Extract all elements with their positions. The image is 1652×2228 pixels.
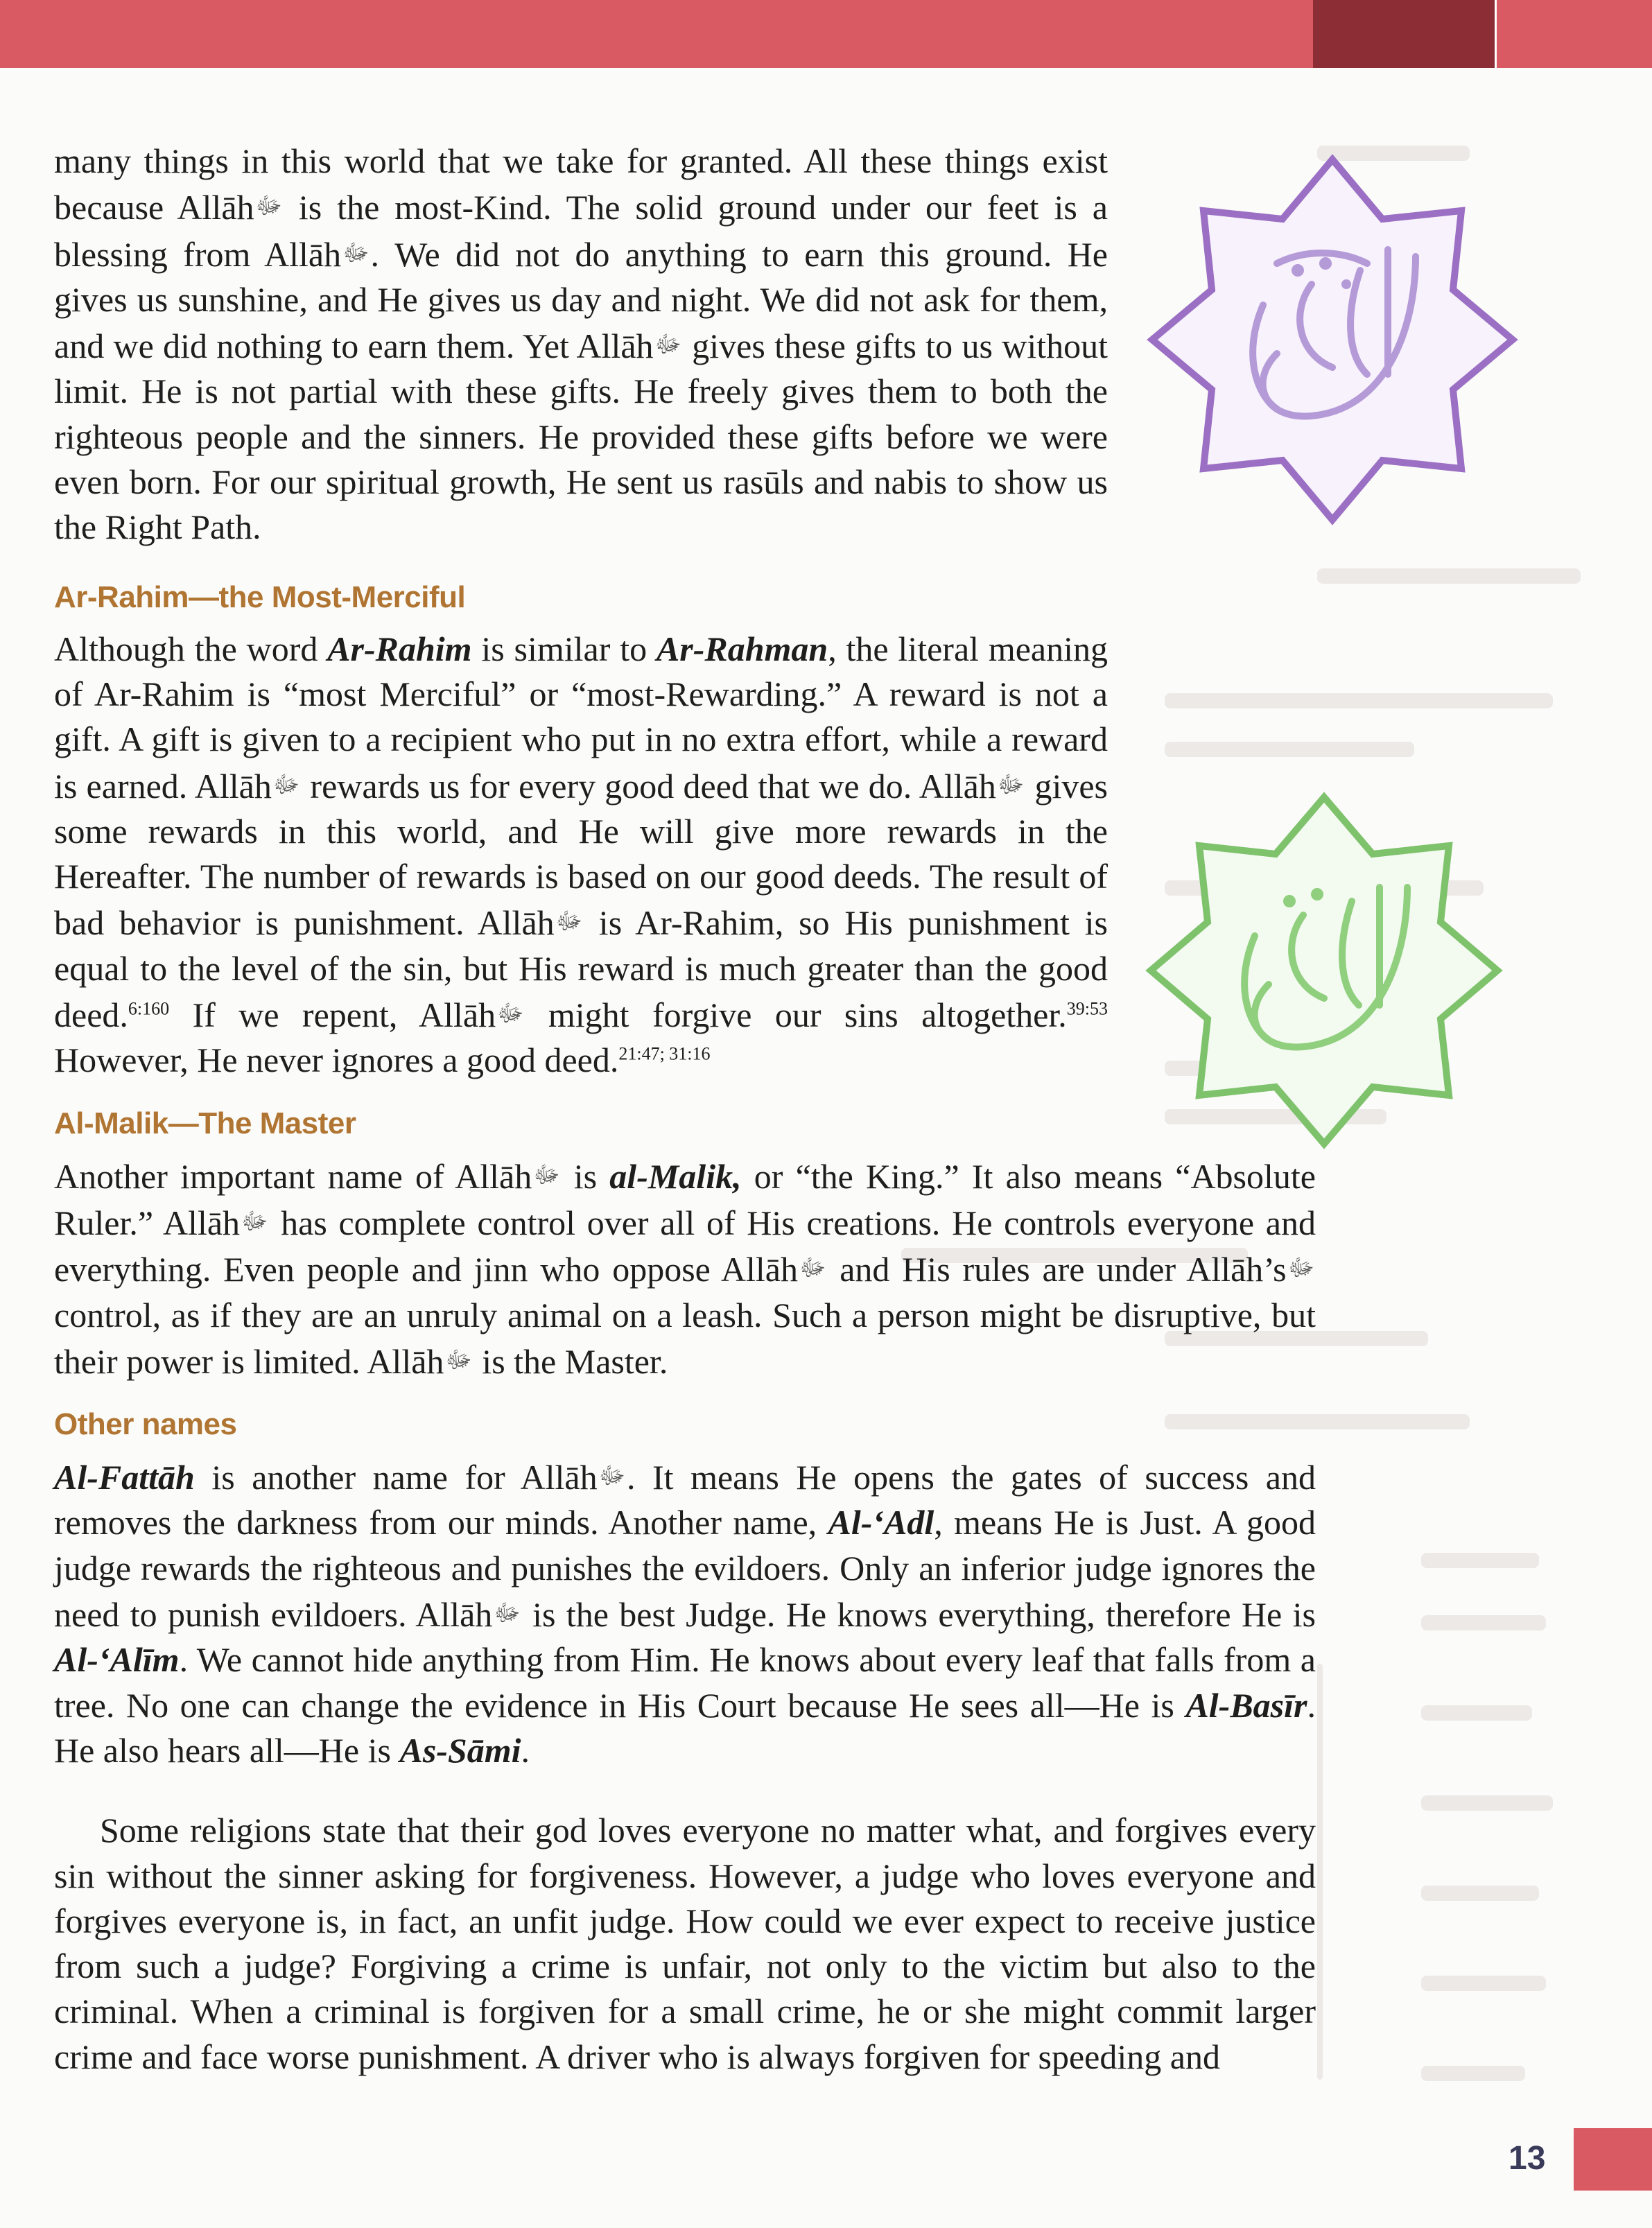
text-run: . We did not do anything to earn this ground. He gives us sunshine, and He gives us day and night. We did not ask for them, and we did nothing to earn them. Yet Allāh bbox=[54, 234, 1108, 366]
paragraph-other-names bbox=[54, 1454, 1316, 1773]
term-al-adl: Al-‘Adl bbox=[828, 1503, 934, 1542]
term-al-alim: Al-‘Alīm bbox=[54, 1640, 180, 1680]
text-run: However, He never ignores a good deed. bbox=[54, 1041, 619, 1080]
page-number: 13 bbox=[1508, 2140, 1546, 2177]
term-ar-rahman: Ar-Rahman bbox=[656, 629, 828, 668]
seal-glyph: ﷻ bbox=[445, 1347, 472, 1373]
paragraph-al-malik bbox=[54, 1153, 1316, 1384]
seal-glyph: ﷻ bbox=[799, 1255, 826, 1282]
seal-glyph: ﷻ bbox=[1287, 1255, 1315, 1282]
text-run: is the most-Kind. The solid ground under our feet is a blessing from Allāh bbox=[54, 188, 1108, 274]
page-number-tab bbox=[1574, 2128, 1652, 2191]
reference-superscript: 21:47; 31:16 bbox=[618, 1043, 711, 1064]
seal-glyph: ﷻ bbox=[497, 1001, 524, 1027]
term-ar-rahim: Ar-Rahim bbox=[327, 629, 472, 668]
heading-ar-rahim: Ar-Rahim—the Most-Merciful bbox=[54, 580, 466, 614]
text-run: , means He is Just. A good judge rewards the righteous and punishes the evildoers. Only an inferior judge ignores the need to punish evildoers. Allāh bbox=[54, 1503, 1316, 1635]
term-al-malik: al-Malik, bbox=[609, 1156, 742, 1196]
text-run: is the best Judge. He knows everything, therefore He is bbox=[521, 1595, 1316, 1635]
text-run: . We cannot hide anything from Him. He knows about every leaf that falls from a tree. No one can change the evidence in His Court because He sees all—He is bbox=[54, 1640, 1316, 1725]
term-as-sami: As-Sāmi bbox=[399, 1730, 521, 1770]
page-body bbox=[54, 139, 1316, 2080]
seal-glyph: ﷻ bbox=[255, 193, 282, 220]
text-run: is bbox=[561, 1156, 610, 1196]
paragraph-intro bbox=[54, 139, 1108, 550]
reference-superscript: 6:160 bbox=[128, 998, 170, 1019]
text-run: many things in this world that we take for granted. All these things exist because Allāh bbox=[54, 141, 1108, 227]
text-run: , the literal meaning of Ar-Rahim is “most Merciful” or “most-Rewarding.” A reward is not a gift. A gift is given to a recipient who put in no extra effort, while a reward is earned. Allāh bbox=[54, 629, 1108, 806]
text-run: might forgive our sins altogether. bbox=[525, 995, 1067, 1035]
reference-superscript: 39:53 bbox=[1066, 998, 1108, 1019]
text-run: and His rules are under Allāh’s bbox=[827, 1250, 1287, 1289]
seal-glyph: ﷻ bbox=[654, 332, 681, 358]
text-run: gives these gifts to us without limit. He is not partial with these gifts. He freely gives them to both the righteous people and the sinners. He provided these gifts before we were even born. For our spiritual growth, He sent us rasūls and nabis to show us the Right Path. bbox=[54, 327, 1108, 547]
seal-glyph: ﷻ bbox=[272, 772, 300, 798]
heading-other-names: Other names bbox=[54, 1407, 237, 1442]
term-al-fattah: Al-Fattāh bbox=[54, 1458, 195, 1497]
text-run: Another important name of Allāh bbox=[54, 1156, 532, 1196]
seal-glyph: ﷻ bbox=[997, 772, 1025, 798]
text-run: rewards us for every good deed that we do. Allāh bbox=[301, 766, 996, 806]
seal-glyph: ﷻ bbox=[494, 1601, 521, 1627]
seal-glyph: ﷻ bbox=[241, 1208, 268, 1235]
text-run: . bbox=[521, 1730, 530, 1770]
seal-glyph: ﷻ bbox=[342, 240, 369, 266]
text-run: If we repent, Allāh bbox=[169, 995, 496, 1035]
text-run: is similar to bbox=[471, 629, 657, 668]
text-run: control, as if they are an unruly animal on a leash. Such a person might be disruptive, but their power is limited. Allāh bbox=[54, 1295, 1316, 1381]
text-run: is Ar-Rahim, so His punishment is equal to the level of the sin, but His reward is much greater than the good deed. bbox=[54, 903, 1108, 1035]
text-run: . He also hears all—He is bbox=[54, 1685, 1316, 1770]
text-run: Although the word bbox=[54, 629, 328, 668]
text-run: . It means He opens the gates of success and removes the darkness from our minds. Another name, bbox=[54, 1458, 1316, 1542]
text-run: or “the King.” It also means “Absolute Ruler.” Allāh bbox=[54, 1156, 1316, 1242]
text-run: has complete control over all of His creations. He controls everyone and everything. Even people and jinn who oppose Allāh bbox=[54, 1203, 1316, 1289]
paragraph-justice: Some religions state that their god loves everyone no matter what, and forgives every sin without the sinner asking for forgiveness. However, a judge who loves everyone and forgives everyone is, in fact, an unfit judge. How could we ever expect to receive justice from such a judge? Forgiving a crime is unfair, not only to the victim but also to the criminal. When a criminal is forgiven for a small crime, he or she might commit larger crime and face worse punishment. A driver who is always forgiven for speeding and bbox=[54, 1811, 1316, 2076]
seal-glyph: ﷻ bbox=[555, 909, 583, 935]
seal-glyph: ﷻ bbox=[598, 1463, 625, 1490]
paragraph-ar-rahim bbox=[54, 627, 1108, 1083]
heading-al-malik: Al-Malik—The Master bbox=[54, 1106, 356, 1140]
term-al-basir: Al-Basīr bbox=[1185, 1685, 1307, 1725]
text-run: gives some rewards in this world, and He will give more rewards in the Hereafter. The number of rewards is based on our good deeds. The result of bad behavior is punishment. Allāh bbox=[54, 766, 1108, 943]
text-run: is another name for Allāh bbox=[194, 1458, 598, 1497]
seal-glyph: ﷻ bbox=[533, 1162, 560, 1188]
text-run: is the Master. bbox=[473, 1341, 668, 1381]
